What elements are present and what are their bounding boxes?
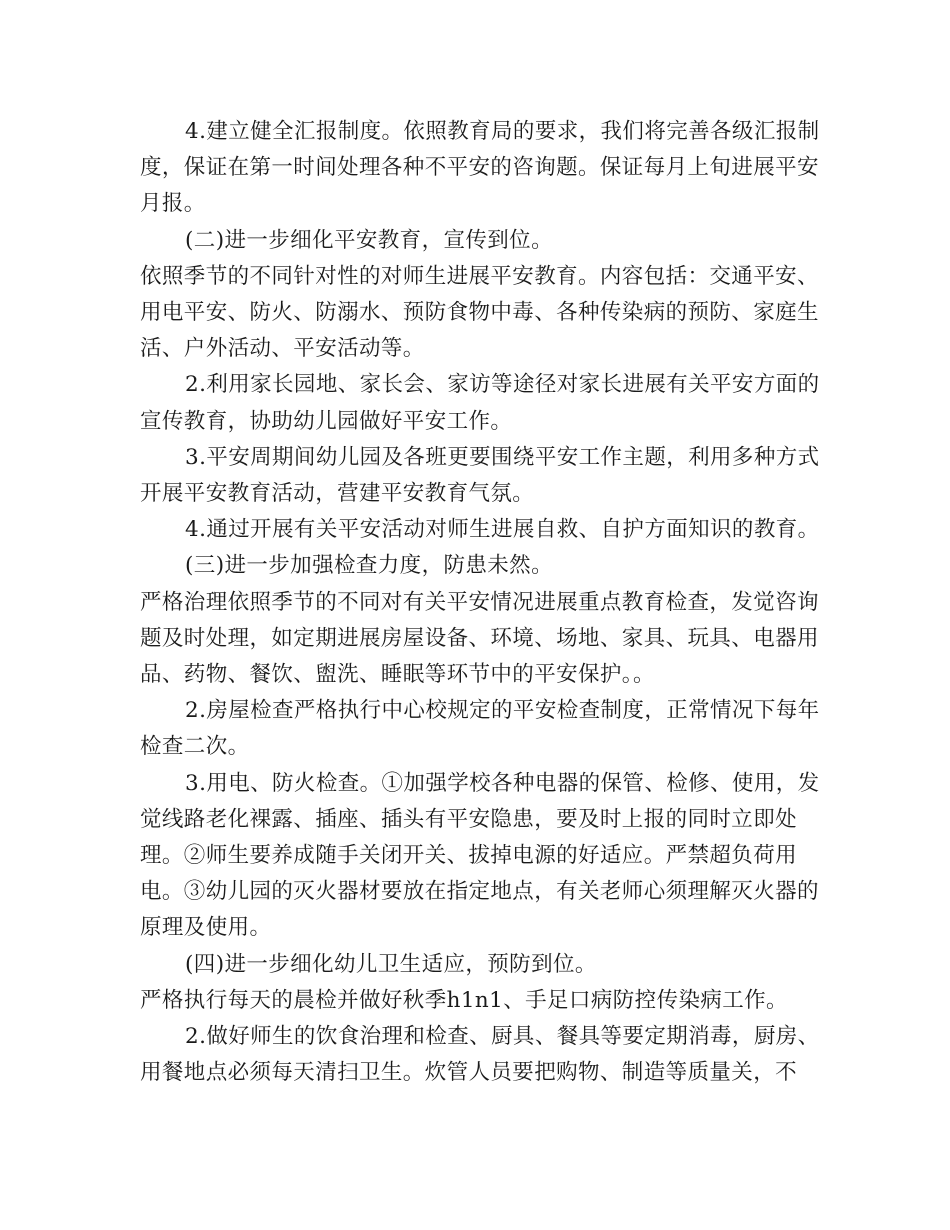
paragraph-building-inspection: 2.房屋检查严格执行中心校规定的平安检查制度，正常情况下每年检查二次。 [140,698,820,760]
paragraph-electricity-fire: 3.用电、防火检查。①加强学校各种电器的保管、检修、使用，发觉线路老化裸露、插座、插头有平安隐患，要及时上报的同时立即处理。②师生要养成随手关闭开关、拔掉电源的好适应。严禁超负荷用电。③幼儿园的灭火器材要放在指定地点，有关老师心须理解灭火器的原理及使用。 [140,770,820,941]
section-heading-safety-education: (二)进一步细化平安教育，宣传到位。 [185,227,553,253]
paragraph-morning-check: 严格执行每天的晨检并做好秋季h1n1、手足口病防控传染病工作。 [140,987,788,1013]
paragraph-strict-management: 严格治理依照季节的不同对有关平安情况进展重点教育检查，发觉咨询题及时处理，如定期进展房屋设备、环境、场地、家具、玩具、电器用品、药物、餐饮、盥洗、睡眠等环节中的平安保护。。 [140,589,819,688]
paragraph-self-rescue: 4.通过开展有关平安活动对师生进展自救、自护方面知识的教育。 [185,517,820,543]
paragraph-food-hygiene: 2.做好师生的饮食治理和检查、厨具、餐具等要定期消毒，厨房、用餐地点必须每天清扫卫生。炊管人员要把购物、制造等质量关，不 [140,1024,820,1086]
section-heading-inspection: (三)进一步加强检查力度，防患未然。 [185,553,553,579]
paragraph-report-system: 4.建立健全汇报制度。依照教育局的要求，我们将完善各级汇报制度，保证在第一时间处理各种不平安的咨询题。保证每月上旬进展平安月报。 [140,119,820,217]
paragraph-seasonal-education: 依照季节的不同针对性的对师生进展平安教育。内容包括：交通平安、用电平安、防火、防溺水、预防食物中毒、各种传染病的预防、家庭生活、户外活动、平安活动等。 [140,263,819,362]
document-body [140,114,830,1091]
section-heading-hygiene: (四)进一步细化幼儿卫生适应，预防到位。 [185,951,597,977]
paragraph-parent-outreach: 2.利用家长园地、家长会、家访等途径对家长进展有关平安方面的宣传教育，协助幼儿园做好平安工作。 [140,372,820,434]
paragraph-safety-week: 3.平安周期间幼儿园及各班更要围绕平安工作主题，利用多种方式开展平安教育活动，营建平安教育气氛。 [140,444,820,507]
